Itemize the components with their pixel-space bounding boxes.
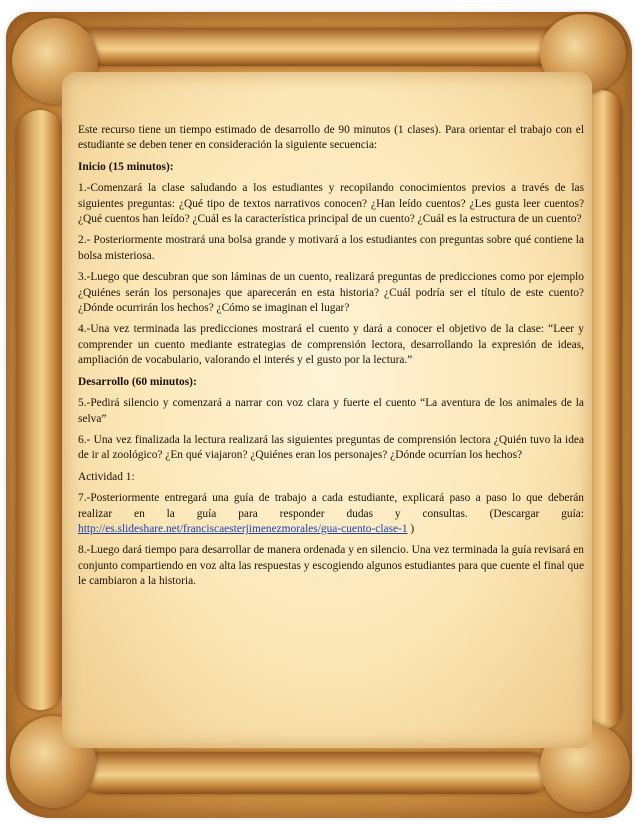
step-1-paragraph: 1.-Comenzará la clase saludando a los estudiantes y recopilando conocimientos previos a través de las siguientes preguntas: ¿Qué tipo de textos narrativos conocen? ¿Han leído cuentos? ¿Les gusta leer cuentos? ¿Qué cuentos han leído? ¿Cuál es la característica principal de un cuento? ¿Cuál es la estructura de un cuento? xyxy=(78,182,584,226)
step-5-paragraph: 5.-Pedirá silencio y comenzará a narrar con voz clara y fuerte el cuento “La aventura de los animales de la selva” xyxy=(78,397,584,425)
step-3-paragraph: 3.-Luego que descubran que son láminas de un cuento, realizará preguntas de predicciones como por ejemplo ¿Quiénes serán los personajes que aparecerán en esta historia? ¿Cuál podría ser el título de este cuento? ¿Dónde ocurrirán los hechos? ¿Cómo se imaginan el lugar? xyxy=(78,271,584,315)
step-2-paragraph: 2.- Posteriormente mostrará una bolsa grande y motivará a los estudiantes con preguntas sobre qué contiene la bolsa misteriosa. xyxy=(78,234,584,262)
desarrollo-heading: Desarrollo (60 minutos): xyxy=(78,375,197,388)
actividad-heading: Actividad 1: xyxy=(78,470,135,483)
guide-download-link[interactable]: http://es.slideshare.net/franciscaesterjimenezmorales/gua-cuento-clase-1 xyxy=(78,522,408,535)
scroll-bottom-roll xyxy=(80,752,550,794)
step-6-paragraph: 6.- Una vez finalizada la lectura realizará las siguientes preguntas de comprensión lectora ¿Quién tuvo la idea de ir al zoológico? ¿En qué viajaron? ¿Quiénes eran los personajes? ¿Dónde ocurrían los hechos? xyxy=(78,433,584,462)
scroll-left-roll xyxy=(16,110,64,710)
document-body xyxy=(78,123,584,596)
step-7-paragraph xyxy=(78,491,584,537)
scroll-top-roll xyxy=(70,28,570,66)
step-4-paragraph: 4.-Una vez terminada las predicciones mostrará el cuento y dará a conocer el objetivo de la clase: “Leer y comprender un cuento mediante estrategias de comprensión lectora, desarrollando la expresión de ideas, ampliación de vocabulario, valorando el interés y el gusto por la lectura.” xyxy=(78,323,584,367)
step-7-end: ) xyxy=(407,522,415,535)
intro-paragraph: Este recurso tiene un tiempo estimado de desarrollo de 90 minutos (1 clases). Para orientar el trabajo con el estudiante se deben tener en consideración la siguiente secuencia: xyxy=(78,124,584,152)
step-8-paragraph: 8.-Luego dará tiempo para desarrollar de manera ordenada y en silencio. Una vez terminada la guía revisará en conjunto compartiendo en voz alta las respuestas y escogiendo algunos estudiantes para que cuente el final que le cambiaron a la historia. xyxy=(78,544,584,588)
step-7-text: 7.-Posteriormente entregará una guía de trabajo a cada estudiante, explicará paso a paso lo que deberán realizar en la guía para responder dudas y consultas. (Descargar guía: xyxy=(78,492,584,520)
inicio-heading: Inicio (15 minutos): xyxy=(78,160,174,173)
